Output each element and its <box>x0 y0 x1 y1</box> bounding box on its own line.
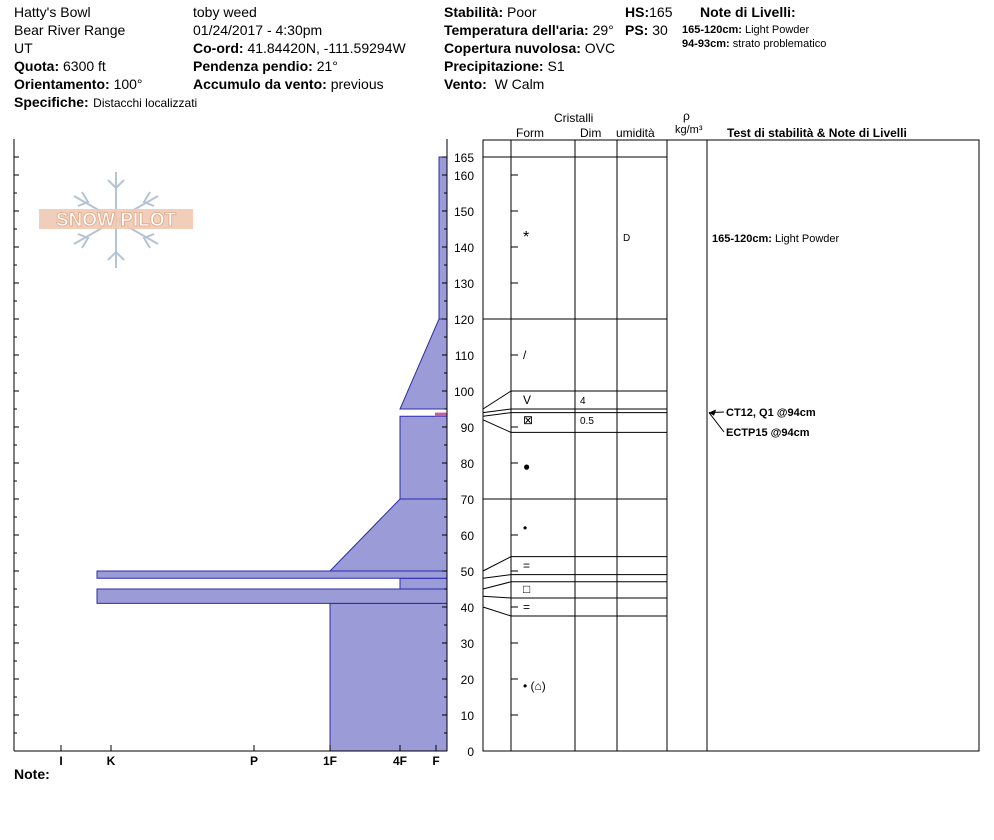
stability-tests-header: Test di stabilità & Note di Livelli <box>727 126 907 140</box>
location: Hatty's Bowl <box>14 4 91 20</box>
stability-test-1: ECTP15 @94cm <box>726 427 810 439</box>
stability: Stabilità: Poor <box>444 4 537 20</box>
hardness-layer-4 <box>330 499 447 571</box>
stability-test-0: CT12, Q1 @94cm <box>726 407 816 419</box>
aspect: Orientamento: 100° <box>14 76 143 92</box>
h-tick-K: K <box>106 754 116 768</box>
layer-connector-11 <box>483 607 511 616</box>
crystal-form-1: / <box>523 348 527 362</box>
hardness-layer-7 <box>439 157 447 319</box>
slope-angle: Pendenza pendio: 21° <box>193 58 338 74</box>
crystal-dim-2: 4 <box>580 396 586 407</box>
wind-loading: Accumulo da vento: previous <box>193 76 384 92</box>
crystal-form-6: = <box>523 558 531 573</box>
y-tick-140: 140 <box>453 241 474 255</box>
layer-connector-10 <box>483 596 511 598</box>
y-tick-80: 80 <box>460 457 474 471</box>
layer-connector-5 <box>483 420 511 433</box>
y-tick-10: 10 <box>460 709 474 723</box>
crystal-dim-3: 0.5 <box>580 415 594 427</box>
layer-connector-9 <box>483 582 511 589</box>
notes-label: Note: <box>14 766 50 782</box>
crystal-form-8: = <box>523 600 531 614</box>
datetime: 01/24/2017 - 4:30pm <box>193 22 323 38</box>
hardness-layer-3 <box>97 571 447 578</box>
y-tick-165: 165 <box>453 151 474 165</box>
y-tick-60: 60 <box>460 529 474 543</box>
layer-connector-4 <box>483 413 511 417</box>
specifics: Specifiche: Distacchi localizzati <box>14 94 198 110</box>
coordinates: Co-ord: 41.84420N, -111.59294W <box>193 40 406 56</box>
y-tick-30: 30 <box>460 637 474 651</box>
snow-height: HS:165 <box>625 4 673 20</box>
h-tick-I: I <box>59 754 63 768</box>
y-tick-120: 120 <box>453 313 474 327</box>
y-tick-150: 150 <box>453 205 474 219</box>
y-tick-100: 100 <box>453 385 474 399</box>
dim-header: Dim <box>580 126 602 140</box>
hardness-layer-1 <box>97 589 447 603</box>
hardness-layer-2 <box>400 578 447 589</box>
crystal-column <box>523 229 630 693</box>
mountain-range: Bear River Range <box>14 22 126 38</box>
crystal-form-3: ⊠ <box>523 412 534 427</box>
crystal-form-2: V <box>523 393 532 407</box>
logo-text: SNOW PILOT <box>55 210 177 231</box>
air-temperature: Temperatura dell'aria: 29° <box>444 22 614 38</box>
form-header: Form <box>516 126 544 140</box>
layer-connector-2 <box>483 391 511 409</box>
crystal-form-0: * <box>523 229 530 246</box>
moisture-header: umidità <box>616 126 655 140</box>
crystal-form-9: • (⌂) <box>523 679 546 694</box>
h-tick-P: P <box>249 754 259 768</box>
layer-connector-8 <box>483 575 511 579</box>
y-tick-20: 20 <box>460 673 474 687</box>
y-tick-40: 40 <box>460 601 474 615</box>
y-tick-130: 130 <box>453 277 474 291</box>
penetration: PS: 30 <box>625 22 668 38</box>
layer-note-1: 165-120cm: Light Powder <box>682 24 810 36</box>
layer-connector-7 <box>483 557 511 571</box>
crystal-form-5: • <box>523 520 528 535</box>
test-arrow-1 <box>709 413 724 432</box>
density-unit-header: kg/m³ <box>675 124 703 136</box>
observer: toby weed <box>193 4 257 20</box>
y-tick-160: 160 <box>453 169 474 183</box>
layer-note-2: 94-93cm: strato problematico <box>682 38 827 50</box>
state: UT <box>14 40 33 56</box>
hardness-profile <box>97 157 447 751</box>
hardness-layer-6 <box>400 319 447 409</box>
precipitation: Precipitazione: S1 <box>444 58 565 74</box>
y-tick-70: 70 <box>460 493 474 507</box>
crystals-header: Cristalli <box>554 111 594 125</box>
crystal-form-4: ● <box>523 459 531 474</box>
chart-frames <box>14 139 979 751</box>
crystal-form-7: □ <box>523 582 531 596</box>
rho-header: ρ <box>683 109 690 123</box>
h-tick-1F: 1F <box>322 754 338 768</box>
crystal-moisture-0: D <box>623 233 631 244</box>
y-tick-50: 50 <box>460 565 474 579</box>
stability-tests <box>709 233 840 439</box>
layer-table-frame <box>483 140 979 751</box>
y-tick-0: 0 <box>467 745 474 759</box>
elevation: Quota: 6300 ft <box>14 58 106 74</box>
layer-connector-3 <box>483 409 511 413</box>
cloud-cover: Copertura nuvolosa: OVC <box>444 40 616 56</box>
h-tick-4F: 4F <box>392 754 408 768</box>
h-tick-F: F <box>432 754 440 768</box>
layer-note-row-0: 165-120cm: Light Powder <box>712 233 840 245</box>
y-tick-90: 90 <box>460 421 474 435</box>
layer-notes-title: Note di Livelli: <box>700 4 796 20</box>
weak-layer-marker <box>435 413 447 417</box>
wind: Vento: W Calm <box>444 76 545 92</box>
hardness-layer-5 <box>400 416 447 499</box>
y-tick-110: 110 <box>454 349 474 363</box>
hardness-layer-0 <box>330 603 447 751</box>
